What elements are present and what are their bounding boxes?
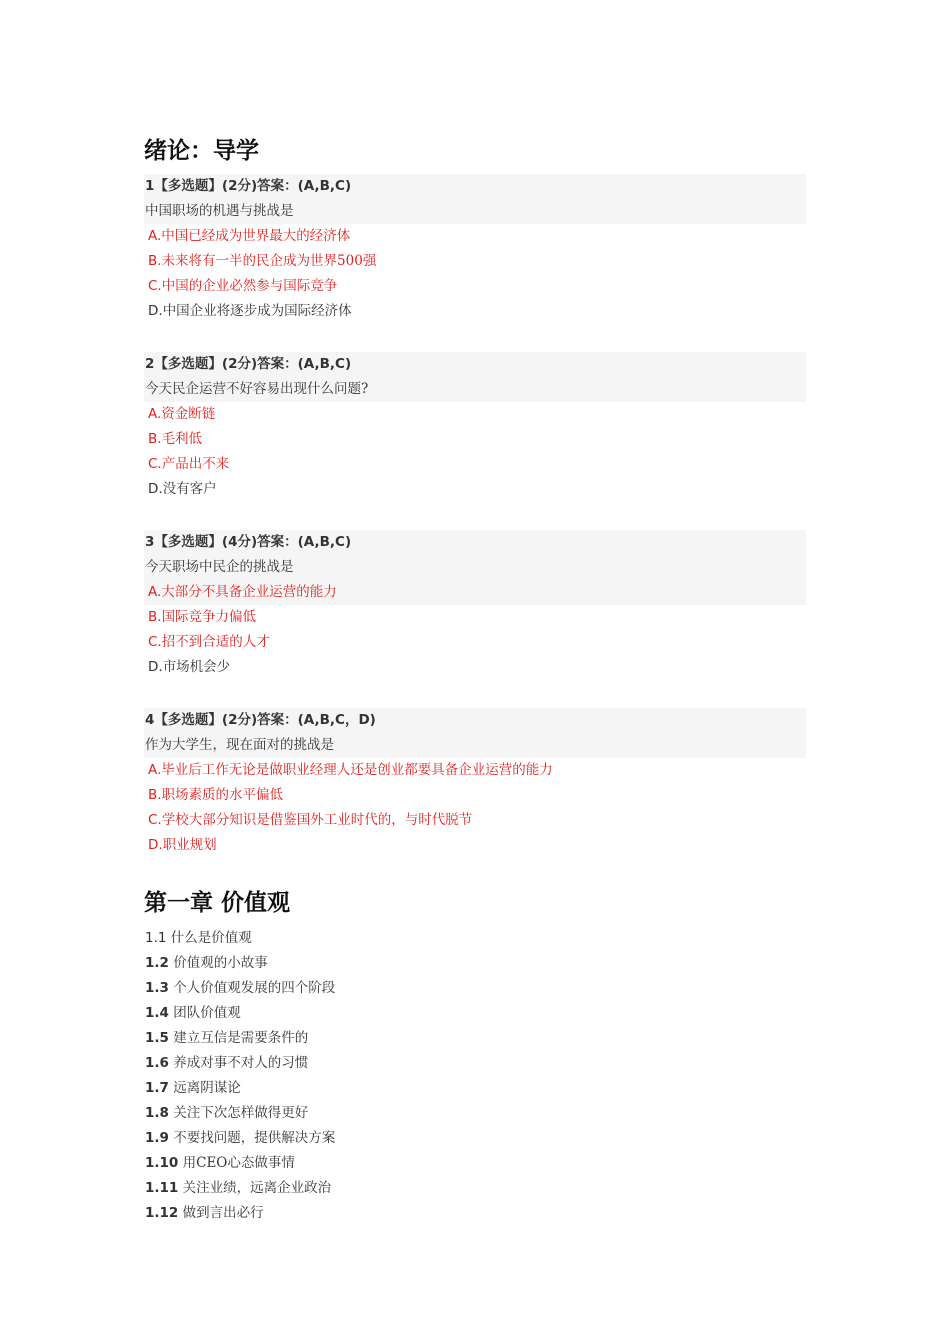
option-letter: B. bbox=[148, 431, 162, 447]
toc-item-number: 1.11 bbox=[145, 1180, 179, 1196]
question-header bbox=[144, 174, 806, 224]
toc-item-number: 1.3 bbox=[145, 980, 169, 996]
toc-item bbox=[144, 1026, 806, 1051]
option-b bbox=[144, 427, 806, 452]
toc-item-text: 养成对事不对人的习惯 bbox=[173, 1055, 309, 1071]
toc-item-number: 1.12 bbox=[145, 1205, 179, 1221]
option-b bbox=[144, 783, 806, 808]
toc-item bbox=[144, 1126, 806, 1151]
question-3 bbox=[144, 530, 806, 680]
option-text: 产品出不来 bbox=[161, 456, 230, 472]
toc-item bbox=[144, 1176, 806, 1201]
option-text: 毕业后工作无论是做职业经理人还是创业都要具备企业运营的能力 bbox=[161, 762, 553, 778]
option-c bbox=[144, 808, 806, 833]
toc-item-text: 不要找问题，提供解决方案 bbox=[173, 1130, 336, 1146]
option-d bbox=[144, 299, 806, 324]
toc-item bbox=[144, 926, 806, 951]
toc-item-text: 关注业绩，远离企业政治 bbox=[182, 1180, 332, 1196]
option-a bbox=[144, 402, 806, 427]
toc-item-text: 关注下次怎样做得更好 bbox=[173, 1105, 309, 1121]
toc-item bbox=[144, 1051, 806, 1076]
option-a bbox=[144, 224, 806, 249]
toc-item-number: 1.2 bbox=[145, 955, 169, 971]
question-header bbox=[144, 708, 806, 758]
toc-item-number: 1.8 bbox=[145, 1105, 169, 1121]
option-text: 学校大部分知识是借鉴国外工业时代的，与时代脱节 bbox=[161, 812, 473, 828]
toc-item-text: 用CEO心态做事情 bbox=[182, 1155, 295, 1171]
option-d bbox=[144, 655, 806, 680]
option-c bbox=[144, 274, 806, 299]
option-letter: A. bbox=[148, 762, 162, 778]
option-a bbox=[144, 580, 806, 605]
option-d bbox=[144, 833, 806, 858]
option-letter: D. bbox=[148, 837, 163, 853]
option-text: 大部分不具备企业运营的能力 bbox=[161, 584, 337, 600]
option-letter: C. bbox=[148, 278, 162, 294]
toc-item-number: 1.10 bbox=[145, 1155, 179, 1171]
option-letter: A. bbox=[148, 584, 162, 600]
question-1 bbox=[144, 174, 806, 324]
question-header bbox=[144, 352, 806, 402]
toc-item-number: 1.9 bbox=[145, 1130, 169, 1146]
toc-item bbox=[144, 1151, 806, 1176]
question-title: 2【多选题】(2分)答案：(A,B,C) bbox=[145, 356, 352, 372]
intro-section-title: 绪论：导学 bbox=[144, 137, 259, 164]
question-title: 4【多选题】(2分)答案：(A,B,C，D) bbox=[145, 712, 376, 728]
question-stem: 作为大学生，现在面对的挑战是 bbox=[145, 737, 334, 753]
question-stem: 今天职场中民企的挑战是 bbox=[145, 559, 294, 575]
chapter1-toc bbox=[144, 926, 806, 1226]
toc-item-text: 做到言出必行 bbox=[182, 1205, 264, 1221]
toc-item-text: 远离阴谋论 bbox=[173, 1080, 241, 1096]
option-c bbox=[144, 452, 806, 477]
option-letter: D. bbox=[148, 659, 163, 675]
toc-item bbox=[144, 976, 806, 1001]
option-text: 职场素质的水平偏低 bbox=[161, 787, 284, 803]
document-page bbox=[144, 134, 806, 1226]
option-text: 中国已经成为世界最大的经济体 bbox=[161, 228, 351, 244]
option-letter: A. bbox=[148, 228, 162, 244]
option-text: 中国的企业必然参与国际竞争 bbox=[161, 278, 338, 294]
option-letter: D. bbox=[148, 303, 163, 319]
question-header bbox=[144, 530, 806, 605]
question-stem: 今天民企运营不好容易出现什么问题? bbox=[145, 381, 369, 397]
toc-item-number: 1.5 bbox=[145, 1030, 169, 1046]
option-text: 未来将有一半的民企成为世界500强 bbox=[161, 253, 377, 269]
option-c bbox=[144, 630, 806, 655]
toc-item-text: 价值观的小故事 bbox=[173, 955, 268, 971]
option-letter: C. bbox=[148, 812, 162, 828]
toc-item bbox=[144, 951, 806, 976]
option-letter: B. bbox=[148, 609, 162, 625]
chapter1-section-title: 第一章 价值观 bbox=[144, 889, 291, 916]
option-text: 市场机会少 bbox=[162, 659, 231, 675]
option-a bbox=[144, 758, 806, 783]
option-letter: B. bbox=[148, 787, 162, 803]
question-title: 1【多选题】(2分)答案：(A,B,C) bbox=[145, 178, 352, 194]
toc-item-text: 个人价值观发展的四个阶段 bbox=[173, 980, 336, 996]
toc-item bbox=[144, 1076, 806, 1101]
option-text: 职业规划 bbox=[162, 837, 217, 853]
toc-item-text: 什么是价值观 bbox=[170, 930, 252, 946]
option-b bbox=[144, 249, 806, 274]
toc-item bbox=[144, 1001, 806, 1026]
toc-item bbox=[144, 1101, 806, 1126]
question-2 bbox=[144, 352, 806, 502]
question-title: 3【多选题】(4分)答案：(A,B,C) bbox=[145, 534, 352, 550]
option-letter: C. bbox=[148, 456, 162, 472]
toc-item bbox=[144, 1201, 806, 1226]
option-b bbox=[144, 605, 806, 630]
option-text: 中国企业将逐步成为国际经济体 bbox=[162, 303, 352, 319]
toc-item-number: 1.1 bbox=[145, 930, 167, 946]
question-stem: 中国职场的机遇与挑战是 bbox=[145, 203, 294, 219]
option-text: 毛利低 bbox=[161, 431, 203, 447]
option-text: 没有客户 bbox=[162, 481, 217, 497]
option-letter: C. bbox=[148, 634, 162, 650]
option-letter: D. bbox=[148, 481, 163, 497]
option-text: 招不到合适的人才 bbox=[161, 634, 270, 650]
option-letter: B. bbox=[148, 253, 162, 269]
toc-item-text: 建立互信是需要条件的 bbox=[173, 1030, 309, 1046]
toc-item-number: 1.6 bbox=[145, 1055, 169, 1071]
option-d bbox=[144, 477, 806, 502]
toc-item-number: 1.7 bbox=[145, 1080, 169, 1096]
toc-item-text: 团队价值观 bbox=[173, 1005, 241, 1021]
question-4 bbox=[144, 708, 806, 858]
toc-item-number: 1.4 bbox=[145, 1005, 169, 1021]
option-letter: A. bbox=[148, 406, 162, 422]
option-text: 资金断链 bbox=[161, 406, 216, 422]
option-text: 国际竞争力偏低 bbox=[161, 609, 257, 625]
